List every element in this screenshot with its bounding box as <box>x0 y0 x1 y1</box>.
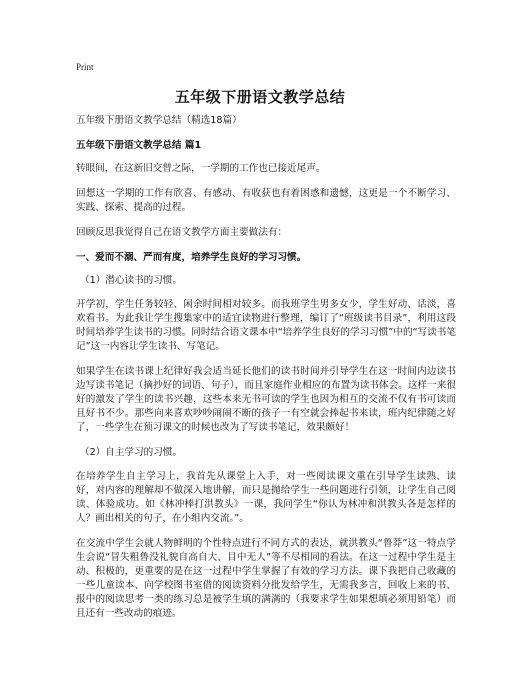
subtitle: 五年级下册语文教学总结（精选18篇） <box>76 115 242 126</box>
document-body <box>76 114 456 632</box>
paragraph: 如果学生在读书课上纪律好我会适当延长他们的读书时间并引导学生在这一时间内边读书边写读书笔记（摘抄好的词语、句子），而且家庭作业相应的布置为读书体会。这样一来很好的激发了学生的读书兴趣，这些本来无书可读的学生也因为相互的交流不仅有书可读而且好书不少。那些向来喜欢吵吵闹闹不断的孩子一有空就会捧起书来读，班内纪律随之好了，一些学生在预习课文的时候也改为了写读书笔记，效果颇好！ <box>76 366 456 433</box>
list-item-reading-habit: （1）潜心读书的习惯。 <box>80 275 183 286</box>
page-title: 五年级下册语文教学总结 <box>174 88 346 106</box>
section-title: 五年级下册语文教学总结 篇1 <box>76 140 202 151</box>
paragraph: 在培养学生自主学习上，我首先从课堂上入手，对一些阅读课文重在引导学生读熟、读好，对内容的理解却不做深入地讲解，而只是抛给学生一些问题进行引领，让学生自己阅读、体验成功。如《林冲棒打洪教头》一课，我问学生“你认为林冲和洪教头各是怎样的人？画出相关的句子，在小组内交流。”。 <box>76 471 456 524</box>
list-item-self-study-habit: （2）自主学习的习惯。 <box>80 447 183 458</box>
paragraph: 在交流中学生会就人物鲜明的个性特点进行不同方式的表达，就洪教头“鲁莽”这一特点学生会说“冒失粗鲁没礼貌自高自大、目中无人”等不尽相同的看法。在这一过程中学生是主动、积极的，更重要的是在这一过程中学生掌握了有效的学习方法。课下我把自己收藏的一些儿童读本、向学校图书室借的阅读资料分批发给学生，无需我多言，回收上来的书、报中的阅读思考一类的练习总是被学生填的满满的（我要求学生如果想填必须用铅笔）而且还有一些改动的痕迹。 <box>76 538 456 619</box>
paragraph: 回顾反思我觉得自己在语文教学方面主要做法有： <box>76 227 288 238</box>
paragraph: 回想这一学期的工作有欣喜、有感动、有收获也有着困惑和遗憾，这更是一个不断学习、实践、探索、提高的过程。 <box>76 188 456 213</box>
heading-habits: 一、爱而不溺、严而有度，培养学生良好的学习习惯。 <box>76 252 307 263</box>
paragraph: 开学初，学生任务较轻、闲余时间相对较多。而我班学生男多女少，学生好动、话淡，喜欢看书。为此我让学生搜集家中的适宜读物进行整理，编订了“班级读书目录”，利用这段时间培养学生读书的习惯。同时结合语文课本中“培养学生良好的学习习惯”中的“写读书笔记”这一内容让学生读书、写笔记。 <box>76 299 456 352</box>
print-link[interactable]: Print <box>76 62 94 72</box>
paragraph: 转眼间，在这新旧交替之际，一学期的工作也已接近尾声。 <box>76 163 326 174</box>
